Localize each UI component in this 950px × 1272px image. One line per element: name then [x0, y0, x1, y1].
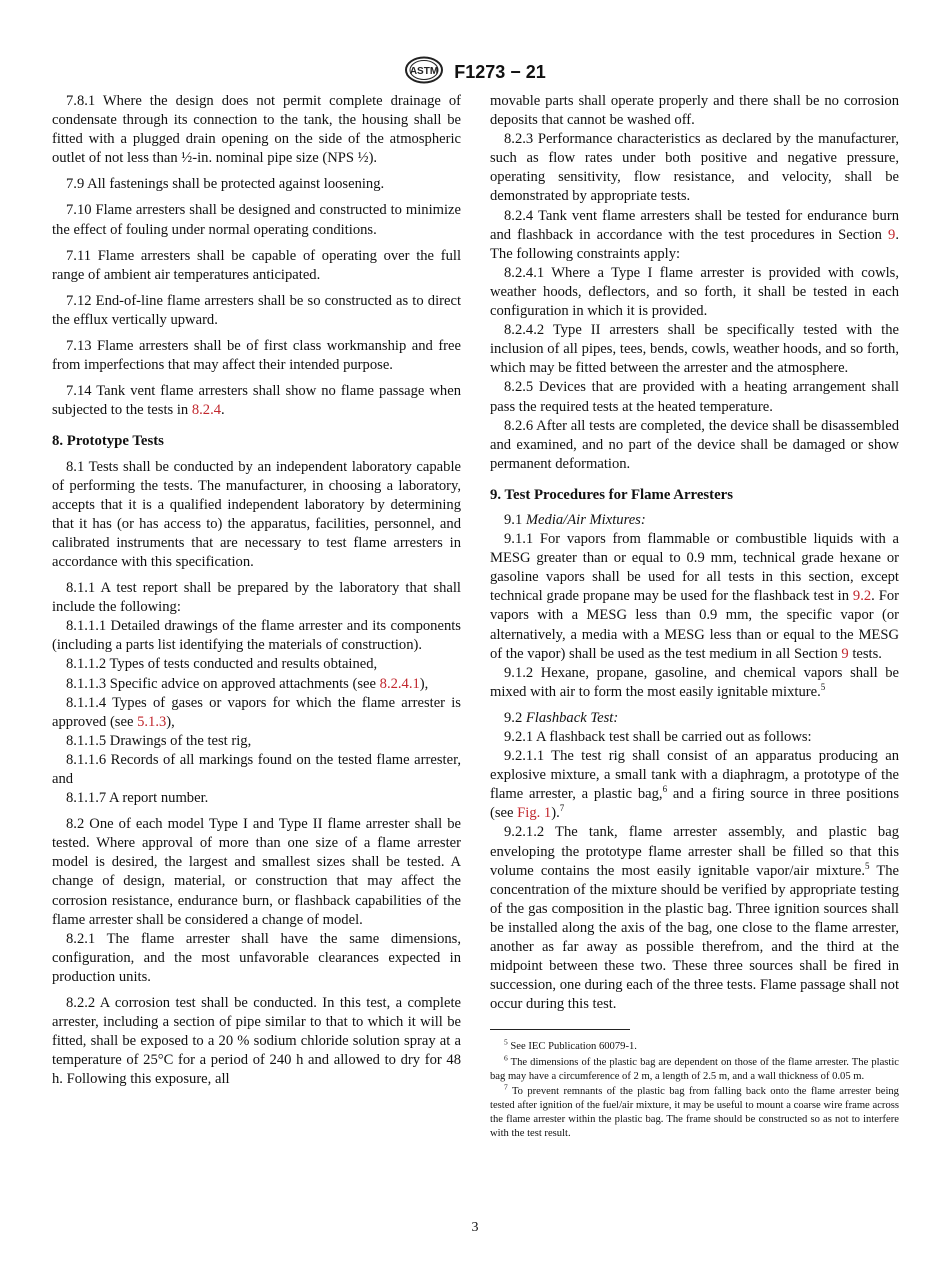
- paragraph-8-1: 8.1 Tests shall be conducted by an independent laboratory capable of performing the tests. The manufacturer, in choosing a laboratory, accepts that it is a qualified independent laboratory by determining that it has (or has access to) the apparatus, facilities, personnel, and calibrated instruments that are necessary to test flame arresters in accordance with this specification.: [52, 458, 461, 570]
- link-9-2[interactable]: 9.2: [852, 588, 872, 605]
- link-section-9b[interactable]: 9: [841, 645, 849, 662]
- svg-text:ASTM: ASTM: [410, 66, 439, 77]
- paragraph-8-2: 8.2 One of each model Type I and Type II flame arrester shall be tested. Where approval of more than one size of a flame arrester model is desired, the largest and smallest sizes shall be tested. A change of design, material, or construction that may affect the corrosion resistance, endurance burn, or flashback capabilities of the flame arrester shall be considered a change of model.: [52, 816, 461, 928]
- paragraph-7-12: 7.12 End-of-line flame arresters shall be so constructed as to direct the efflux vertically upward.: [52, 292, 461, 328]
- paragraph-8-2-1: 8.2.1 The flame arrester shall have the same dimensions, configuration, and the most unfavorable clearances expected in production units.: [52, 930, 461, 985]
- page-number: 3: [471, 1220, 479, 1235]
- link-8-2-4[interactable]: 8.2.4: [191, 402, 222, 419]
- paragraph-8-2-4-1: 8.2.4.1 Where a Type I flame arrester is provided with cowls, weather hoods, deflectors, and so forth, it shall be tested in each configuration in which it is provided.: [490, 264, 899, 320]
- paragraph-9-1-2: 9.1.2 Hexane, propane, gasoline, and chemical vapors shall be mixed with air to form the most easily ignitable mixture.$^5$: [490, 664, 899, 700]
- footnote-7: $^7$ To prevent remnants of the plastic bag from falling back onto the flame arrester being tested after ignition of the fuel/air mixture, it may be useful to mount a coarse wire frame across the flame arrester within the plastic bag. The frame should be constructed so as not to interfere with the test result.: [490, 1082, 899, 1139]
- paragraph-8-2-2-continued: movable parts shall operate properly and there shall be no corrosion deposits that cannot be washed off.: [490, 93, 899, 129]
- paragraph-9-1-1: 9.1.1 For vapors from flammable or combustible liquids with a MESG greater than or equal to 0.9 mm, technical grade hexane or gasoline vapors shall be used for all tests in this section, except technical grade propane may be used for the flashback test in 9.2. For vapors with a MESG less than 0.9 mm, the specific vapor (or alternatively, a media with a MESG less than or equal to the MESG of the vapor) shall be used as the test medium in all Section 9 tests.: [490, 531, 899, 662]
- paragraph-8-1-1-5: 8.1.1.5 Drawings of the test rig,: [66, 732, 252, 749]
- document-designation: F1273 − 21: [454, 62, 546, 82]
- paragraph-8-1-1-1: 8.1.1.1 Detailed drawings of the flame arrester and its components (including a parts list identifying the materials of construction).: [52, 618, 461, 654]
- footnote-6: $^6$ The dimensions of the plastic bag are dependent on those of the flame arrester. The plastic bag may have a circumference of 2 m, a length of 2.5 m, and a wall thickness of 0.05 m.: [490, 1052, 899, 1082]
- paragraph-8-1-1-2: 8.1.1.2 Types of tests conducted and results obtained,: [66, 656, 378, 673]
- link-fig-1[interactable]: Fig. 1: [517, 805, 552, 822]
- paragraph-8-2-3: 8.2.3 Performance characteristics as declared by the manufacturer, such as flow rates under both positive and negative pressure, operating sensitivity, flow resistance, and velocity, shall be demonstrated by appropriate tests.: [490, 131, 899, 205]
- paragraph-8-2-6: 8.2.6 After all tests are completed, the device shall be disassembled and examined, and no part of the device shall be damaged or show permanent deformation.: [490, 417, 899, 472]
- left-column: [52, 92, 461, 1090]
- paragraph-8-1-1-7: 8.1.1.7 A report number.: [66, 790, 209, 807]
- section-heading-9: 9. Test Procedures for Flame Arresters: [490, 486, 733, 503]
- paragraph-8-1-1: 8.1.1 A test report shall be prepared by the laboratory that shall include the following:: [52, 580, 461, 616]
- footnote-ref-5b[interactable]: 5: [865, 860, 870, 871]
- paragraph-8-1-1-6: 8.1.1.6 Records of all markings found on the tested flame arrester, and: [52, 751, 461, 787]
- link-section-9[interactable]: 9: [888, 226, 896, 243]
- link-8-2-4-1[interactable]: 8.2.4.1: [379, 675, 420, 692]
- paragraph-7-8-1: 7.8.1 Where the design does not permit complete drainage of condensate through its connection to the tank, the housing shall be fitted with a plugged drain opening on the side of the atmospheric outlet of not less than ½-in. nominal pipe size (NPS ½).: [52, 93, 461, 167]
- paragraph-8-2-4: 8.2.4 Tank vent flame arresters shall be tested for endurance burn and flashback in accordance with the test procedures in Section 9. The following constraints apply:: [490, 207, 899, 262]
- footnote-ref-6[interactable]: 6: [662, 784, 668, 795]
- paragraph-7-13: 7.13 Flame arresters shall be of first class workmanship and free from imperfections that may affect their intended purpose.: [52, 338, 461, 374]
- paragraph-9-1: 9.1 Media/Air Mixtures:: [504, 511, 646, 528]
- paragraph-9-2: 9.2 Flashback Test:: [504, 709, 619, 726]
- paragraph-9-2-1-2: 9.2.1.2 The tank, flame arrester assembly, and plastic bag enveloping the prototype flame arrester shall be filled so that this volume contains the most easily ignitable vapor/air mixture.$^5$ The concentration of the mixture should be verified by appropriate testing of the gas composition in the plastic bag. Three ignition sources shall be installed along the axis of the bag, one close to the flame arrester, another as far away as possible therefrom, and the third at the midpoint between these two. These three sources shall be fired in succession, one during each of the three tests. Flame passage shall not occur during this test.: [490, 824, 900, 1013]
- paragraph-8-2-2: 8.2.2 A corrosion test shall be conducted. In this test, a complete arrester, including a section of pipe similar to that to which it will be fitted, shall be exposed to a 20 % sodium chloride solution spray at a temperature of 25°C for a period of 240 h and allowed to dry for 48 h. Following this exposure, all: [52, 995, 461, 1088]
- footnote-5: $^5$ See IEC Publication 60079-1.: [504, 1037, 637, 1053]
- page-header: [0, 56, 950, 89]
- paragraph-8-1-1-3: 8.1.1.3 Specific advice on approved attachments (see 8.2.4.1),: [66, 675, 429, 692]
- paragraph-9-2-1: 9.2.1 A flashback test shall be carried out as follows:: [504, 729, 812, 745]
- footnote-ref-5[interactable]: 5: [820, 681, 826, 692]
- link-5-1-3[interactable]: 5.1.3: [137, 713, 167, 730]
- paragraph-8-2-4-2: 8.2.4.2 Type II arresters shall be specifically tested with the inclusion of all pipes, tees, bends, cowls, weather hoods, and so forth, which may be fitted between the arrester and the atmosphere.: [490, 322, 899, 377]
- paragraph-8-2-5: 8.2.5 Devices that are provided with a heating arrangement shall pass the required tests at the heated temperature.: [490, 379, 899, 415]
- paragraph-9-2-1-1: 9.2.1.1 The test rig shall consist of an apparatus producing an explosive mixture, a small tank with a diaphragm, a prototype of the flame arrester, a plastic bag,$^6$ and a firing source in three positions (see Fig. 1).$^7$: [490, 748, 900, 822]
- paragraph-7-14: 7.14 Tank vent flame arresters shall show no flame passage when subjected to the tests in 8.2.4.: [52, 383, 461, 419]
- astm-logo-icon: [404, 56, 444, 89]
- section-heading-8: 8. Prototype Tests: [52, 433, 164, 450]
- footnote-divider: [490, 1029, 630, 1030]
- footnote-ref-7[interactable]: 7: [559, 803, 565, 814]
- right-column: [490, 92, 899, 1142]
- paragraph-7-9: 7.9 All fastenings shall be protected against loosening.: [66, 176, 385, 193]
- paragraph-7-11: 7.11 Flame arresters shall be capable of operating over the full range of ambient air temperatures anticipated.: [52, 247, 461, 283]
- paragraph-7-10: 7.10 Flame arresters shall be designed and constructed to minimize the effect of fouling under normal operating conditions.: [52, 202, 461, 238]
- paragraph-8-1-1-4: 8.1.1.4 Types of gases or vapors for which the flame arrester is approved (see 5.1.3),: [52, 694, 461, 730]
